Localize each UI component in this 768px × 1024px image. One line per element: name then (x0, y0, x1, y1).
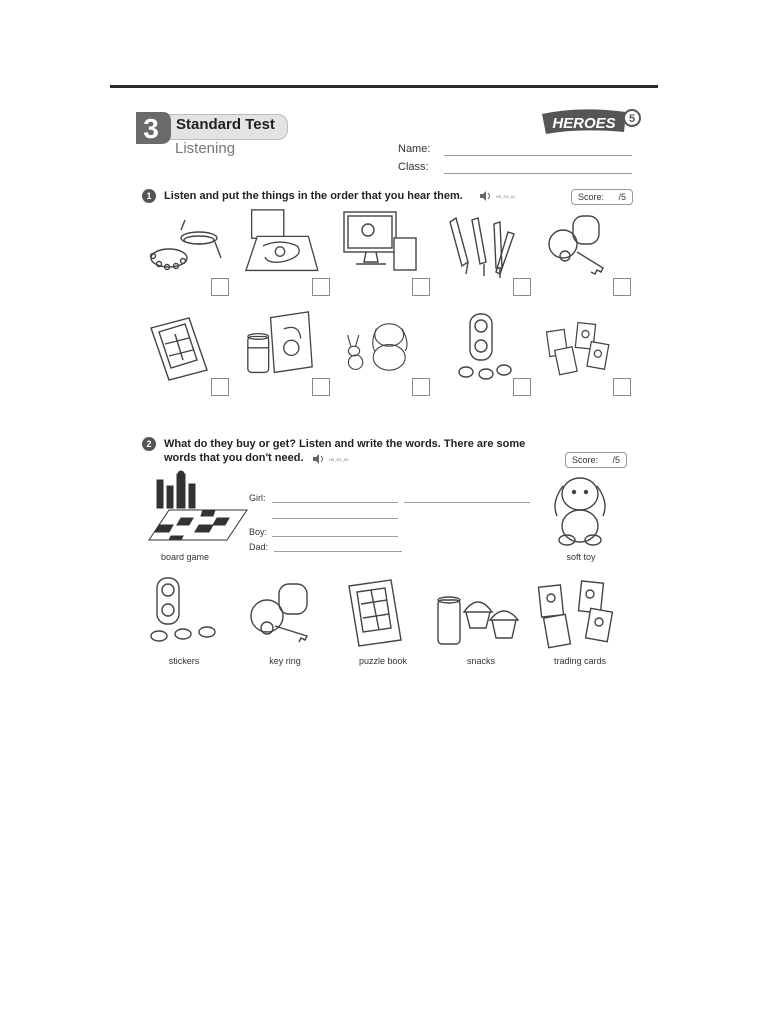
answer-box[interactable] (513, 378, 531, 396)
stickers-icon (145, 576, 227, 646)
answer-box[interactable] (613, 278, 631, 296)
puzzle-book-icon (345, 578, 425, 650)
trading-cards-icon (541, 316, 621, 386)
heroes-logo (540, 104, 642, 140)
audio-track-code: H5_S3_A1 (496, 194, 516, 199)
top-rule (110, 85, 658, 88)
svg-text:3: 3 (143, 113, 159, 144)
name-input-line[interactable] (444, 155, 632, 156)
trading-cards-icon (534, 580, 626, 652)
answer-box[interactable] (312, 278, 330, 296)
page-title: Standard Test (176, 116, 275, 133)
answer-box[interactable] (211, 278, 229, 296)
class-input-line[interactable] (444, 173, 632, 174)
score-label: Score: (572, 455, 599, 465)
answer-box[interactable] (613, 378, 631, 396)
speaker-icon (312, 454, 326, 464)
unit-number-badge (133, 110, 173, 146)
snacks-icon (434, 582, 524, 652)
exercise-2-instruction-line2: words that you don't need. (164, 452, 304, 464)
word-puzzle-book: puzzle book (358, 656, 408, 666)
chess-board-game-icon (143, 470, 253, 546)
word-soft-toy: soft toy (566, 552, 596, 562)
word-board-game: board game (160, 552, 210, 562)
key-ring-icon (541, 208, 621, 278)
exercise-2-number: 2 (142, 437, 156, 451)
boy-answer-line[interactable] (272, 536, 398, 537)
answer-box[interactable] (211, 378, 229, 396)
page-subtitle: Listening (175, 140, 236, 157)
exercise-2-instruction-line1: What do they buy or get? Listen and write the words. There are some (164, 438, 526, 450)
dad-label: Dad: (249, 542, 269, 552)
board-game-icon (240, 208, 320, 278)
dad-answer-line[interactable] (274, 551, 402, 552)
answer-box[interactable] (412, 278, 430, 296)
puzzle-book-icon (145, 314, 225, 384)
exercise-1-instruction: Listen and put the things in the order that you hear them. (164, 190, 463, 202)
exercise-1-score-box (571, 189, 633, 205)
exercise-2-score-box (565, 452, 627, 468)
audio-track-code: H5_S3_A2 (329, 457, 349, 462)
score-label: Score: (578, 192, 605, 202)
stickers-icon (440, 312, 520, 382)
answer-box[interactable] (513, 278, 531, 296)
bracelets-icon (145, 212, 225, 282)
answer-box[interactable] (312, 378, 330, 396)
word-trading-cards: trading cards (553, 656, 607, 666)
computer-game-icon (338, 210, 418, 280)
svg-text:HEROES: HEROES (552, 115, 616, 132)
answer-box[interactable] (412, 378, 430, 396)
score-total: /5 (618, 192, 626, 202)
girl-answer-line-3[interactable] (272, 518, 398, 519)
word-key-ring: key ring (269, 656, 301, 666)
snacks-icon (240, 310, 320, 380)
class-label: Class: (398, 161, 429, 173)
boy-label: Boy: (249, 527, 268, 537)
girl-answer-line-1[interactable] (272, 502, 398, 503)
soft-toy-icon (545, 472, 615, 548)
speaker-icon (479, 191, 493, 201)
name-label: Name: (398, 143, 431, 155)
word-stickers: stickers (168, 656, 200, 666)
exercise-1-number: 1 (142, 189, 156, 203)
score-total: /5 (612, 455, 620, 465)
word-snacks: snacks (466, 656, 495, 666)
felt-pens-icon (438, 212, 518, 282)
soft-toys-icon (338, 312, 418, 382)
svg-text:5: 5 (628, 113, 636, 125)
girl-answer-line-2[interactable] (404, 502, 530, 503)
girl-label: Girl: (249, 493, 266, 503)
key-ring-icon (245, 578, 327, 648)
